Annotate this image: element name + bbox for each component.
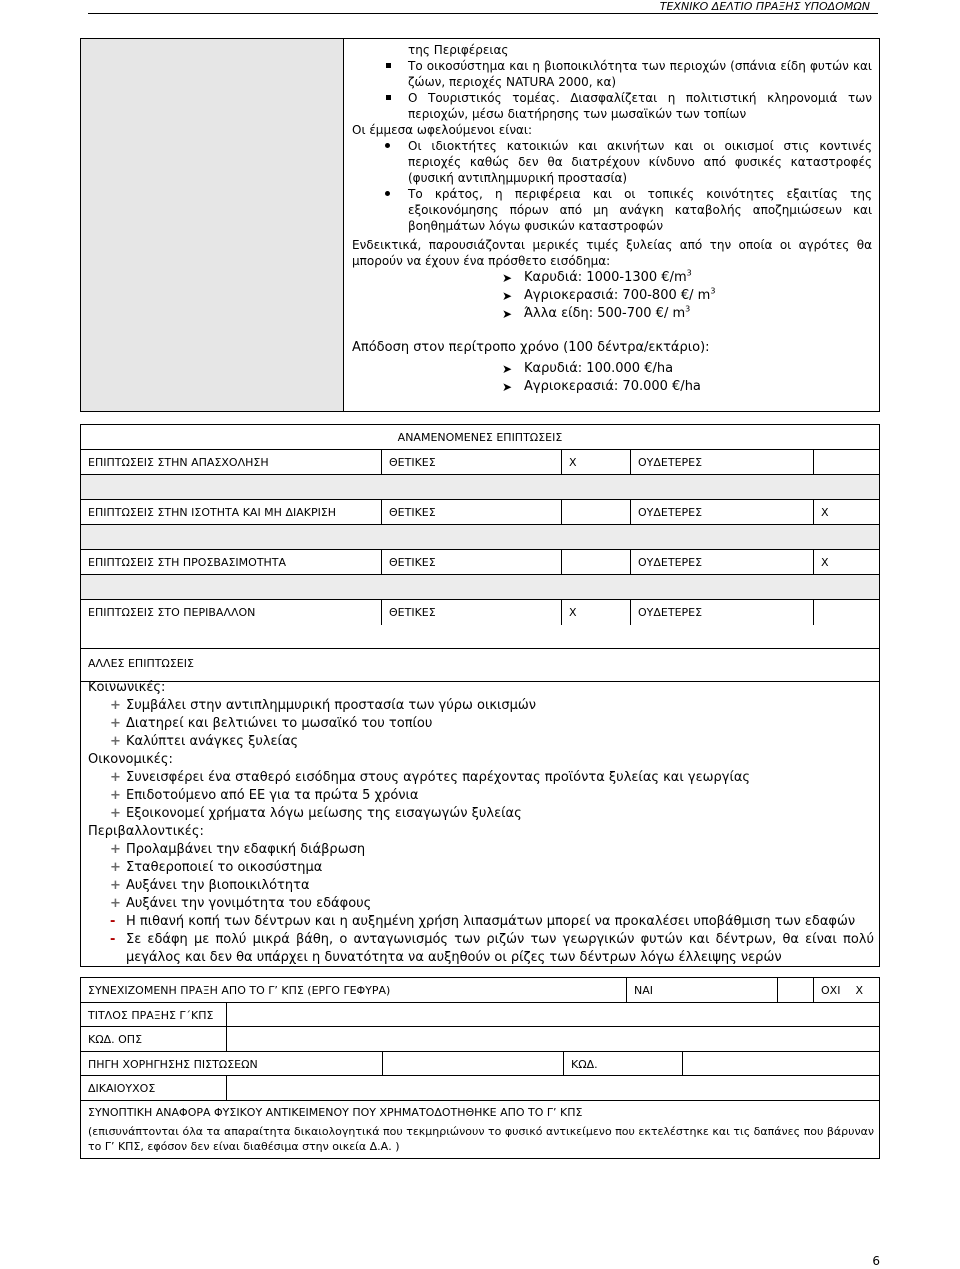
other-impacts-title: ΑΛΛΕΣ ΕΠΙΠΤΩΣΕΙΣ bbox=[88, 657, 194, 670]
no-cell: ΟΧΙ X bbox=[821, 984, 863, 997]
positive-mark bbox=[562, 500, 631, 524]
indirect-title: Οι έμμεσα ωφελούμενοι είναι: bbox=[352, 123, 533, 137]
bullet-item: Ο Τουριστικός τομέας. Διασφαλίζεται η πολιτιστική κληρονομιά των περιοχών, μέσω διατήρησης των μωσαϊκών των τοπίων bbox=[352, 90, 872, 122]
economic-title: Οικονομικές: bbox=[88, 752, 173, 767]
impact-label: ΕΠΙΠΤΩΣΕΙΣ ΣΤΗΝ ΑΠΑΣΧΟΛΗΣΗ bbox=[81, 450, 382, 474]
neutral-mark: X bbox=[821, 506, 829, 519]
price-item: ➤ Άλλα είδη: 500-700 €/ $m^3$ bbox=[502, 304, 691, 321]
price-item: ➤ Αγριοκερασιά: 700-800 €/ $m^3$ bbox=[502, 286, 716, 303]
impact-row bbox=[81, 500, 879, 525]
header-divider bbox=[88, 13, 878, 14]
impact-row bbox=[81, 550, 879, 575]
price-item: ➤ Καρυδιά: 1000-1300 $€/m^3$ bbox=[502, 268, 692, 285]
list-item: + Συνεισφέρει ένα σταθερό εισόδημα στους αγρότες παρέχοντας προϊόντα ξυλείας και γεωργίας bbox=[110, 770, 751, 785]
list-item: + Επιδοτούμενο από ΕΕ για τα πρώτα 5 χρόνια bbox=[110, 788, 419, 803]
list-item: + Σταθεροποιεί το οικοσύστημα bbox=[110, 860, 323, 875]
continuing-project-table bbox=[80, 977, 880, 1159]
continuing-row bbox=[81, 978, 879, 1003]
list-item: + Αυξάνει την βιοποικιλότητα bbox=[110, 878, 310, 893]
neutral-label: ΟΥΔΕΤΕΡΕΣ bbox=[631, 450, 814, 474]
beneficiary-label: ΔΙΚΑΙΟΥΧΟΣ bbox=[81, 1076, 227, 1100]
impact-label: ΕΠΙΠΤΩΣΕΙΣ ΣΤΟ ΠΕΡΙΒΑΛΛΟΝ bbox=[81, 600, 382, 625]
positive-label: ΘΕΤΙΚΕΣ bbox=[382, 550, 562, 574]
positive-mark: X bbox=[562, 600, 631, 625]
list-item: + Εξοικονομεί χρήματα λόγω μείωσης της εισαγωγών ξυλείας bbox=[110, 806, 522, 821]
impacts-title-row bbox=[81, 425, 879, 450]
positive-label: ΘΕΤΙΚΕΣ bbox=[382, 500, 562, 524]
impact-label: ΕΠΙΠΤΩΣΕΙΣ ΣΤΗΝ ΙΣΟΤΗΤΑ ΚΑΙ ΜΗ ΔΙΑΚΡΙΣΗ bbox=[81, 500, 382, 524]
other-impacts-box bbox=[80, 648, 880, 967]
title-label: ΤΙΤΛΟΣ ΠΡΑΞΗΣ Γ΄ΚΠΣ bbox=[81, 1003, 227, 1027]
impact-row bbox=[81, 450, 879, 475]
neutral-mark bbox=[814, 450, 881, 474]
bullet-item: Το οικοσύστημα και η βιοποικιλότητα των περιοχών (σπάνια είδη φυτών και ζώων, περιοχές NATURA 2000, κα) bbox=[352, 58, 872, 90]
continuation-text: της Περιφέρειας bbox=[408, 43, 509, 57]
bullet-item: Οι ιδιοκτήτες κατοικιών και ακινήτων και οι οικισμοί στις κοντινές περιοχές καθώς δεν θα διατρέχουν κίνδυνο από φυσικές καταστροφές (φυσική αντιπλημμυρική προστασία) bbox=[352, 138, 872, 186]
spacer-row bbox=[81, 575, 879, 600]
beneficiaries-box bbox=[80, 38, 880, 412]
page-number: 6 bbox=[872, 1254, 880, 1268]
label-column bbox=[81, 39, 344, 411]
continuing-label: ΣΥΝΕΧΙΖΟΜΕΝΗ ΠΡΑΞΗ ΑΠΟ ΤΟ Γ’ ΚΠΣ (ΕΡΓΟ ΓΕΦΥΡΑ) bbox=[81, 978, 627, 1002]
list-item: + Συμβάλει στην αντιπλημμυρική προστασία των γύρω οικισμών bbox=[110, 698, 537, 713]
funding-label: ΠΗΓΗ ΧΟΡΗΓΗΣΗΣ ΠΙΣΤΩΣΕΩΝ bbox=[81, 1052, 383, 1076]
spacer-row bbox=[81, 475, 879, 500]
yield-item: ➤ Καρυδιά: 100.000 €/ha bbox=[502, 361, 674, 376]
social-title: Κοινωνικές: bbox=[88, 680, 166, 695]
list-item: + Διατηρεί και βελτιώνει το μωσαϊκό του τοπίου bbox=[110, 716, 433, 731]
impact-label: ΕΠΙΠΤΩΣΕΙΣ ΣΤΗ ΠΡΟΣΒΑΣΙΜΟΤΗΤΑ bbox=[81, 550, 382, 574]
yes-mark bbox=[778, 978, 814, 1002]
funding-row bbox=[81, 1052, 879, 1077]
yield-title: Απόδοση στον περίτροπο χρόνο (100 δέντρα/εκτάριο): bbox=[352, 340, 710, 355]
spacer-row bbox=[81, 525, 879, 550]
neutral-mark bbox=[814, 600, 881, 625]
beneficiaries-content bbox=[352, 42, 872, 396]
positive-label: ΘΕΤΙΚΕΣ bbox=[382, 450, 562, 474]
environmental-title: Περιβαλλοντικές: bbox=[88, 824, 204, 839]
yield-item: ➤ Αγριοκερασιά: 70.000 €/ha bbox=[502, 379, 701, 394]
code-label: ΚΩΔ. bbox=[563, 1052, 683, 1076]
impact-row bbox=[81, 600, 879, 625]
beneficiary-row bbox=[81, 1076, 879, 1101]
neutral-label: ΟΥΔΕΤΕΡΕΣ bbox=[631, 500, 814, 524]
impacts-table bbox=[80, 424, 880, 682]
yes-label: ΝΑΙ bbox=[627, 978, 778, 1002]
code-ops-label: ΚΩΔ. ΟΠΣ bbox=[81, 1027, 227, 1051]
neutral-label: ΟΥΔΕΤΕΡΕΣ bbox=[631, 600, 814, 625]
title-row bbox=[81, 1003, 879, 1028]
code-ops-row bbox=[81, 1027, 879, 1052]
bullet-item: Το κράτος, η περιφέρεια και οι τοπικές κοινότητες εξαιτίας της εξοικονόμησης πόρων από μη ανάγκη καταβολής αποζημιώσεων και βοηθημάτων λόγω φυσικών καταστροφών bbox=[352, 186, 872, 234]
other-impacts-list bbox=[88, 679, 874, 967]
list-item: + Καλύπτει ανάγκες ξυλείας bbox=[110, 734, 299, 749]
positive-mark bbox=[562, 550, 631, 574]
prices-intro: Ενδεικτικά, παρουσιάζονται μερικές τιμές ξυλείας από την οποία οι αγρότες θα μπορούν να έχουν ένα πρόσθετο εισόδημα: bbox=[352, 238, 872, 268]
list-item: + Αυξάνει την γονιμότητα του εδάφους bbox=[110, 896, 372, 911]
neutral-mark: X bbox=[821, 556, 829, 569]
summary-section bbox=[88, 1105, 874, 1154]
list-item-negative: - Η πιθανή κοπή των δέντρων και η αυξημένη χρήση λιπασμάτων μπορεί να προκαλέσει υποβάθμιση των εδαφών bbox=[110, 914, 856, 929]
funding-value bbox=[383, 1052, 563, 1076]
document-header: ΤΕΧΝΙΚΟ ΔΕΛΤΙΟ ΠΡΑΞΗΣ ΥΠΟΔΟΜΩΝ bbox=[659, 0, 870, 13]
summary-title: ΣΥΝΟΠΤΙΚΗ ΑΝΑΦΟΡΑ ΦΥΣΙΚΟΥ ΑΝΤΙΚΕΙΜΕΝΟΥ ΠΟΥ ΧΡΗΜΑΤΟΔΟΤΗΘΗΚΕ ΑΠΟ ΤΟ Γ’ ΚΠΣ bbox=[88, 1106, 583, 1119]
neutral-label: ΟΥΔΕΤΕΡΕΣ bbox=[631, 550, 814, 574]
list-item-negative: - Σε εδάφη με πολύ μικρά βάθη, ο ανταγωνισμός των ριζών των γεωργικών φυτών και δέντρων, θα είναι πολύ μεγάλος και δεν θα υπάρχει η δυνατότητα να αυξηθούν οι ρίζες των δέντρων λόγω έλλειψης νερών bbox=[110, 932, 874, 965]
impacts-title: ΑΝΑΜΕΝΟΜΕΝΕΣ ΕΠΙΠΤΩΣΕΙΣ bbox=[397, 431, 563, 444]
summary-description: (επισυνάπτονται όλα τα απαραίτητα δικαιολογητικά που τεκμηριώνουν το φυσικό αντικείμενο που εκτελέστηκε και τις δαπάνες που βάρυναν το Γ’ ΚΠΣ, εφόσον δεν είναι διαθέσιμα στην οικεία Δ.Α. ) bbox=[88, 1125, 874, 1153]
positive-label: ΘΕΤΙΚΕΣ bbox=[382, 600, 562, 625]
positive-mark: X bbox=[562, 450, 631, 474]
list-item: + Προλαμβάνει την εδαφική διάβρωση bbox=[110, 842, 366, 857]
